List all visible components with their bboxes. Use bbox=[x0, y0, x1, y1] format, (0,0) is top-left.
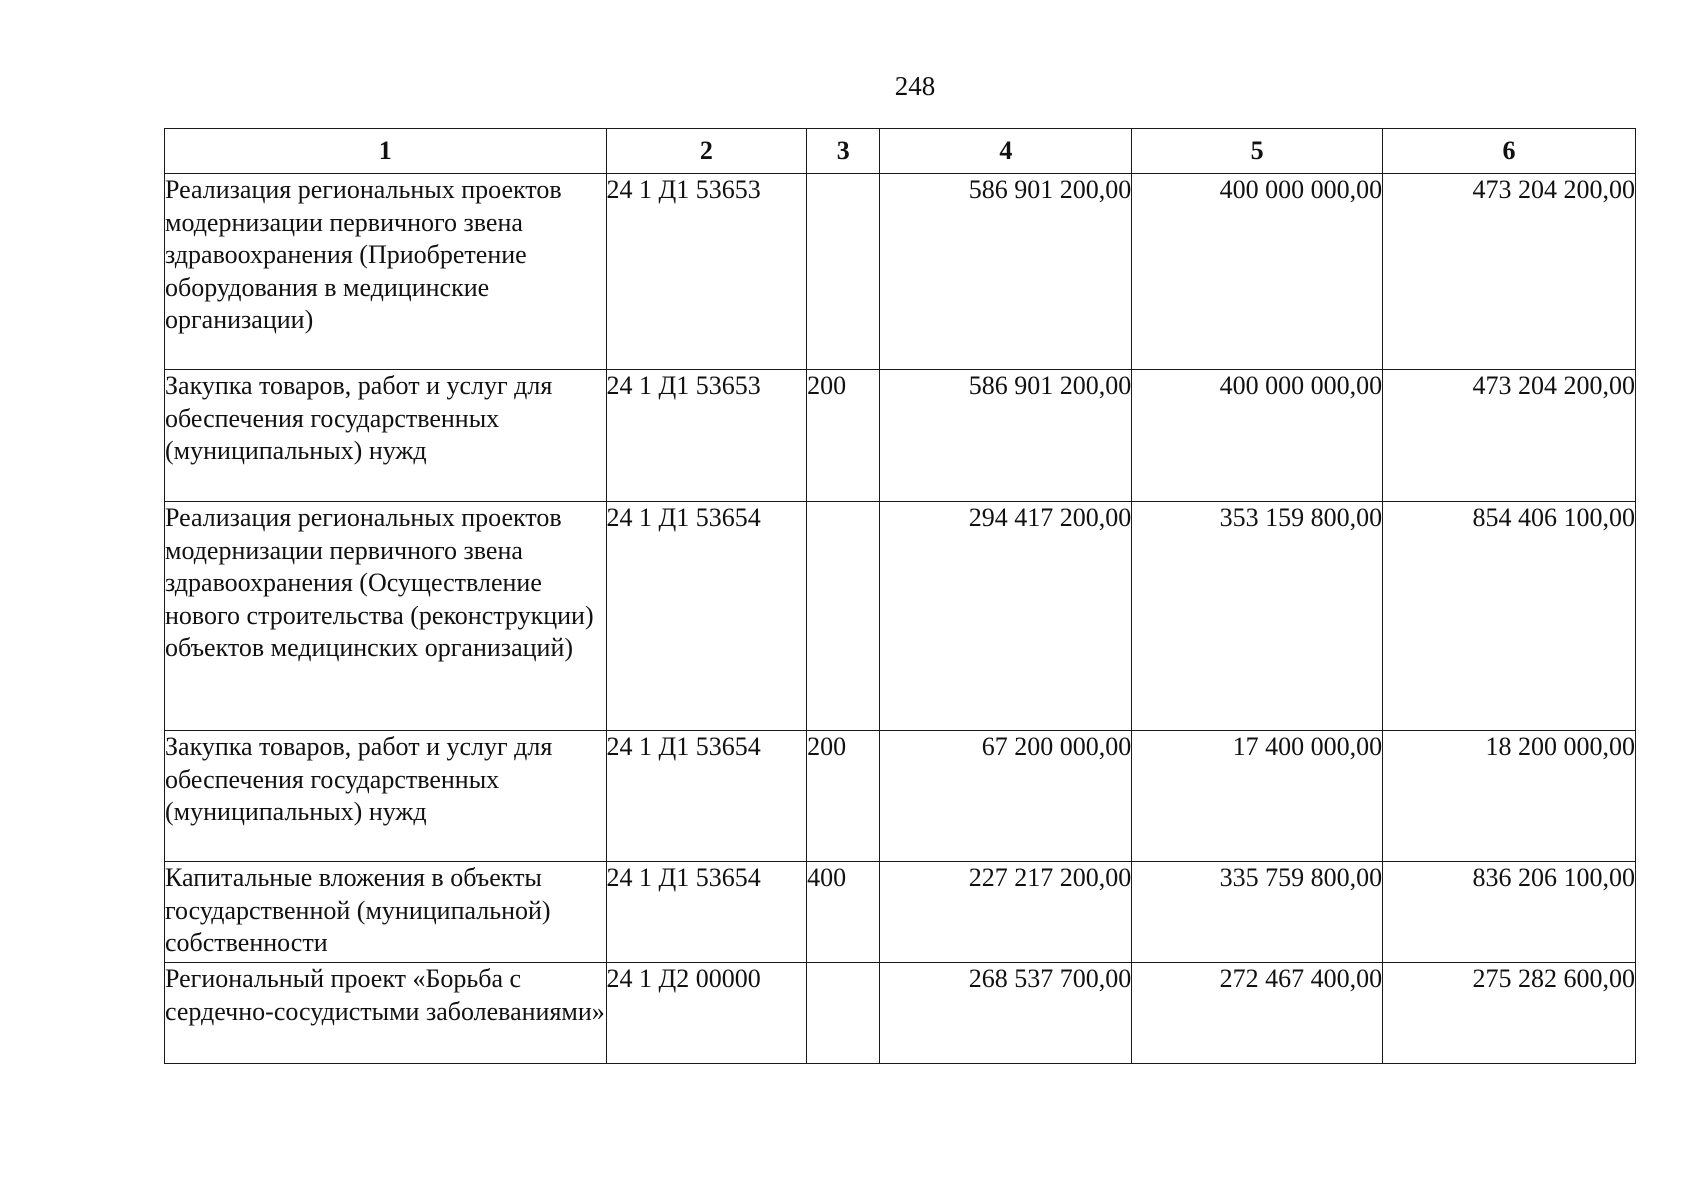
row-code-cell: 24 1 Д2 00000 bbox=[606, 963, 807, 1064]
row-name-cell: Региональный проект «Борьба с сердечно-сосудистыми заболеваниями» bbox=[165, 963, 607, 1064]
column-header-2: 2 bbox=[606, 129, 807, 174]
row-name-cell: Закупка товаров, работ и услуг для обеспечения государственных (муниципальных) нужд bbox=[165, 731, 607, 862]
row-amount-5-cell: 17 400 000,00 bbox=[1132, 731, 1383, 862]
row-code-cell: 24 1 Д1 53653 bbox=[606, 174, 807, 370]
table-row bbox=[165, 731, 1636, 862]
row-amount-5-cell: 272 467 400,00 bbox=[1132, 963, 1383, 1064]
row-amount-4-cell: 268 537 700,00 bbox=[880, 963, 1132, 1064]
row-type-cell: 200 bbox=[807, 731, 880, 862]
column-header-4: 4 bbox=[880, 129, 1132, 174]
row-amount-5-cell: 400 000 000,00 bbox=[1132, 174, 1383, 370]
row-amount-4-cell: 67 200 000,00 bbox=[880, 731, 1132, 862]
table-row bbox=[165, 502, 1636, 731]
budget-table bbox=[164, 128, 1636, 1064]
row-type-cell: 400 bbox=[807, 862, 880, 963]
column-header-6: 6 bbox=[1383, 129, 1636, 174]
row-code-cell: 24 1 Д1 53654 bbox=[606, 862, 807, 963]
column-header-3: 3 bbox=[807, 129, 880, 174]
row-amount-6-cell: 473 204 200,00 bbox=[1383, 370, 1636, 502]
table-row bbox=[165, 963, 1636, 1064]
row-amount-5-cell: 335 759 800,00 bbox=[1132, 862, 1383, 963]
row-name-cell: Закупка товаров, работ и услуг для обеспечения государственных (муниципальных) нужд bbox=[165, 370, 607, 502]
row-type-cell bbox=[807, 502, 880, 731]
row-amount-4-cell: 227 217 200,00 bbox=[880, 862, 1132, 963]
row-name-cell: Капитальные вложения в объекты государственной (муниципальной) собственности bbox=[165, 862, 607, 963]
row-code-cell: 24 1 Д1 53654 bbox=[606, 502, 807, 731]
row-type-cell bbox=[807, 963, 880, 1064]
column-header-5: 5 bbox=[1132, 129, 1383, 174]
table-row bbox=[165, 862, 1636, 963]
page-number: 248 bbox=[894, 71, 936, 101]
row-amount-6-cell: 18 200 000,00 bbox=[1383, 731, 1636, 862]
row-amount-5-cell: 400 000 000,00 bbox=[1132, 370, 1383, 502]
row-amount-4-cell: 586 901 200,00 bbox=[880, 174, 1132, 370]
row-amount-4-cell: 294 417 200,00 bbox=[880, 502, 1132, 731]
table-row bbox=[165, 174, 1636, 370]
row-name-cell: Реализация региональных проектов модернизации первичного звена здравоохранения (Приобретение оборудования в медицинские организации) bbox=[165, 174, 607, 370]
row-amount-5-cell: 353 159 800,00 bbox=[1132, 502, 1383, 731]
table-row bbox=[165, 370, 1636, 502]
row-amount-6-cell: 854 406 100,00 bbox=[1383, 502, 1636, 731]
row-amount-6-cell: 473 204 200,00 bbox=[1383, 174, 1636, 370]
row-amount-4-cell: 586 901 200,00 bbox=[880, 370, 1132, 502]
row-code-cell: 24 1 Д1 53653 bbox=[606, 370, 807, 502]
row-amount-6-cell: 275 282 600,00 bbox=[1383, 963, 1636, 1064]
column-header-1: 1 bbox=[165, 129, 607, 174]
row-name-cell: Реализация региональных проектов модернизации первичного звена здравоохранения (Осуществление нового строительства (реконструкции) объектов медицинских организаций) bbox=[165, 502, 607, 731]
row-code-cell: 24 1 Д1 53654 bbox=[606, 731, 807, 862]
row-amount-6-cell: 836 206 100,00 bbox=[1383, 862, 1636, 963]
table-header-row bbox=[165, 129, 1636, 174]
row-type-cell bbox=[807, 174, 880, 370]
row-type-cell: 200 bbox=[807, 370, 880, 502]
